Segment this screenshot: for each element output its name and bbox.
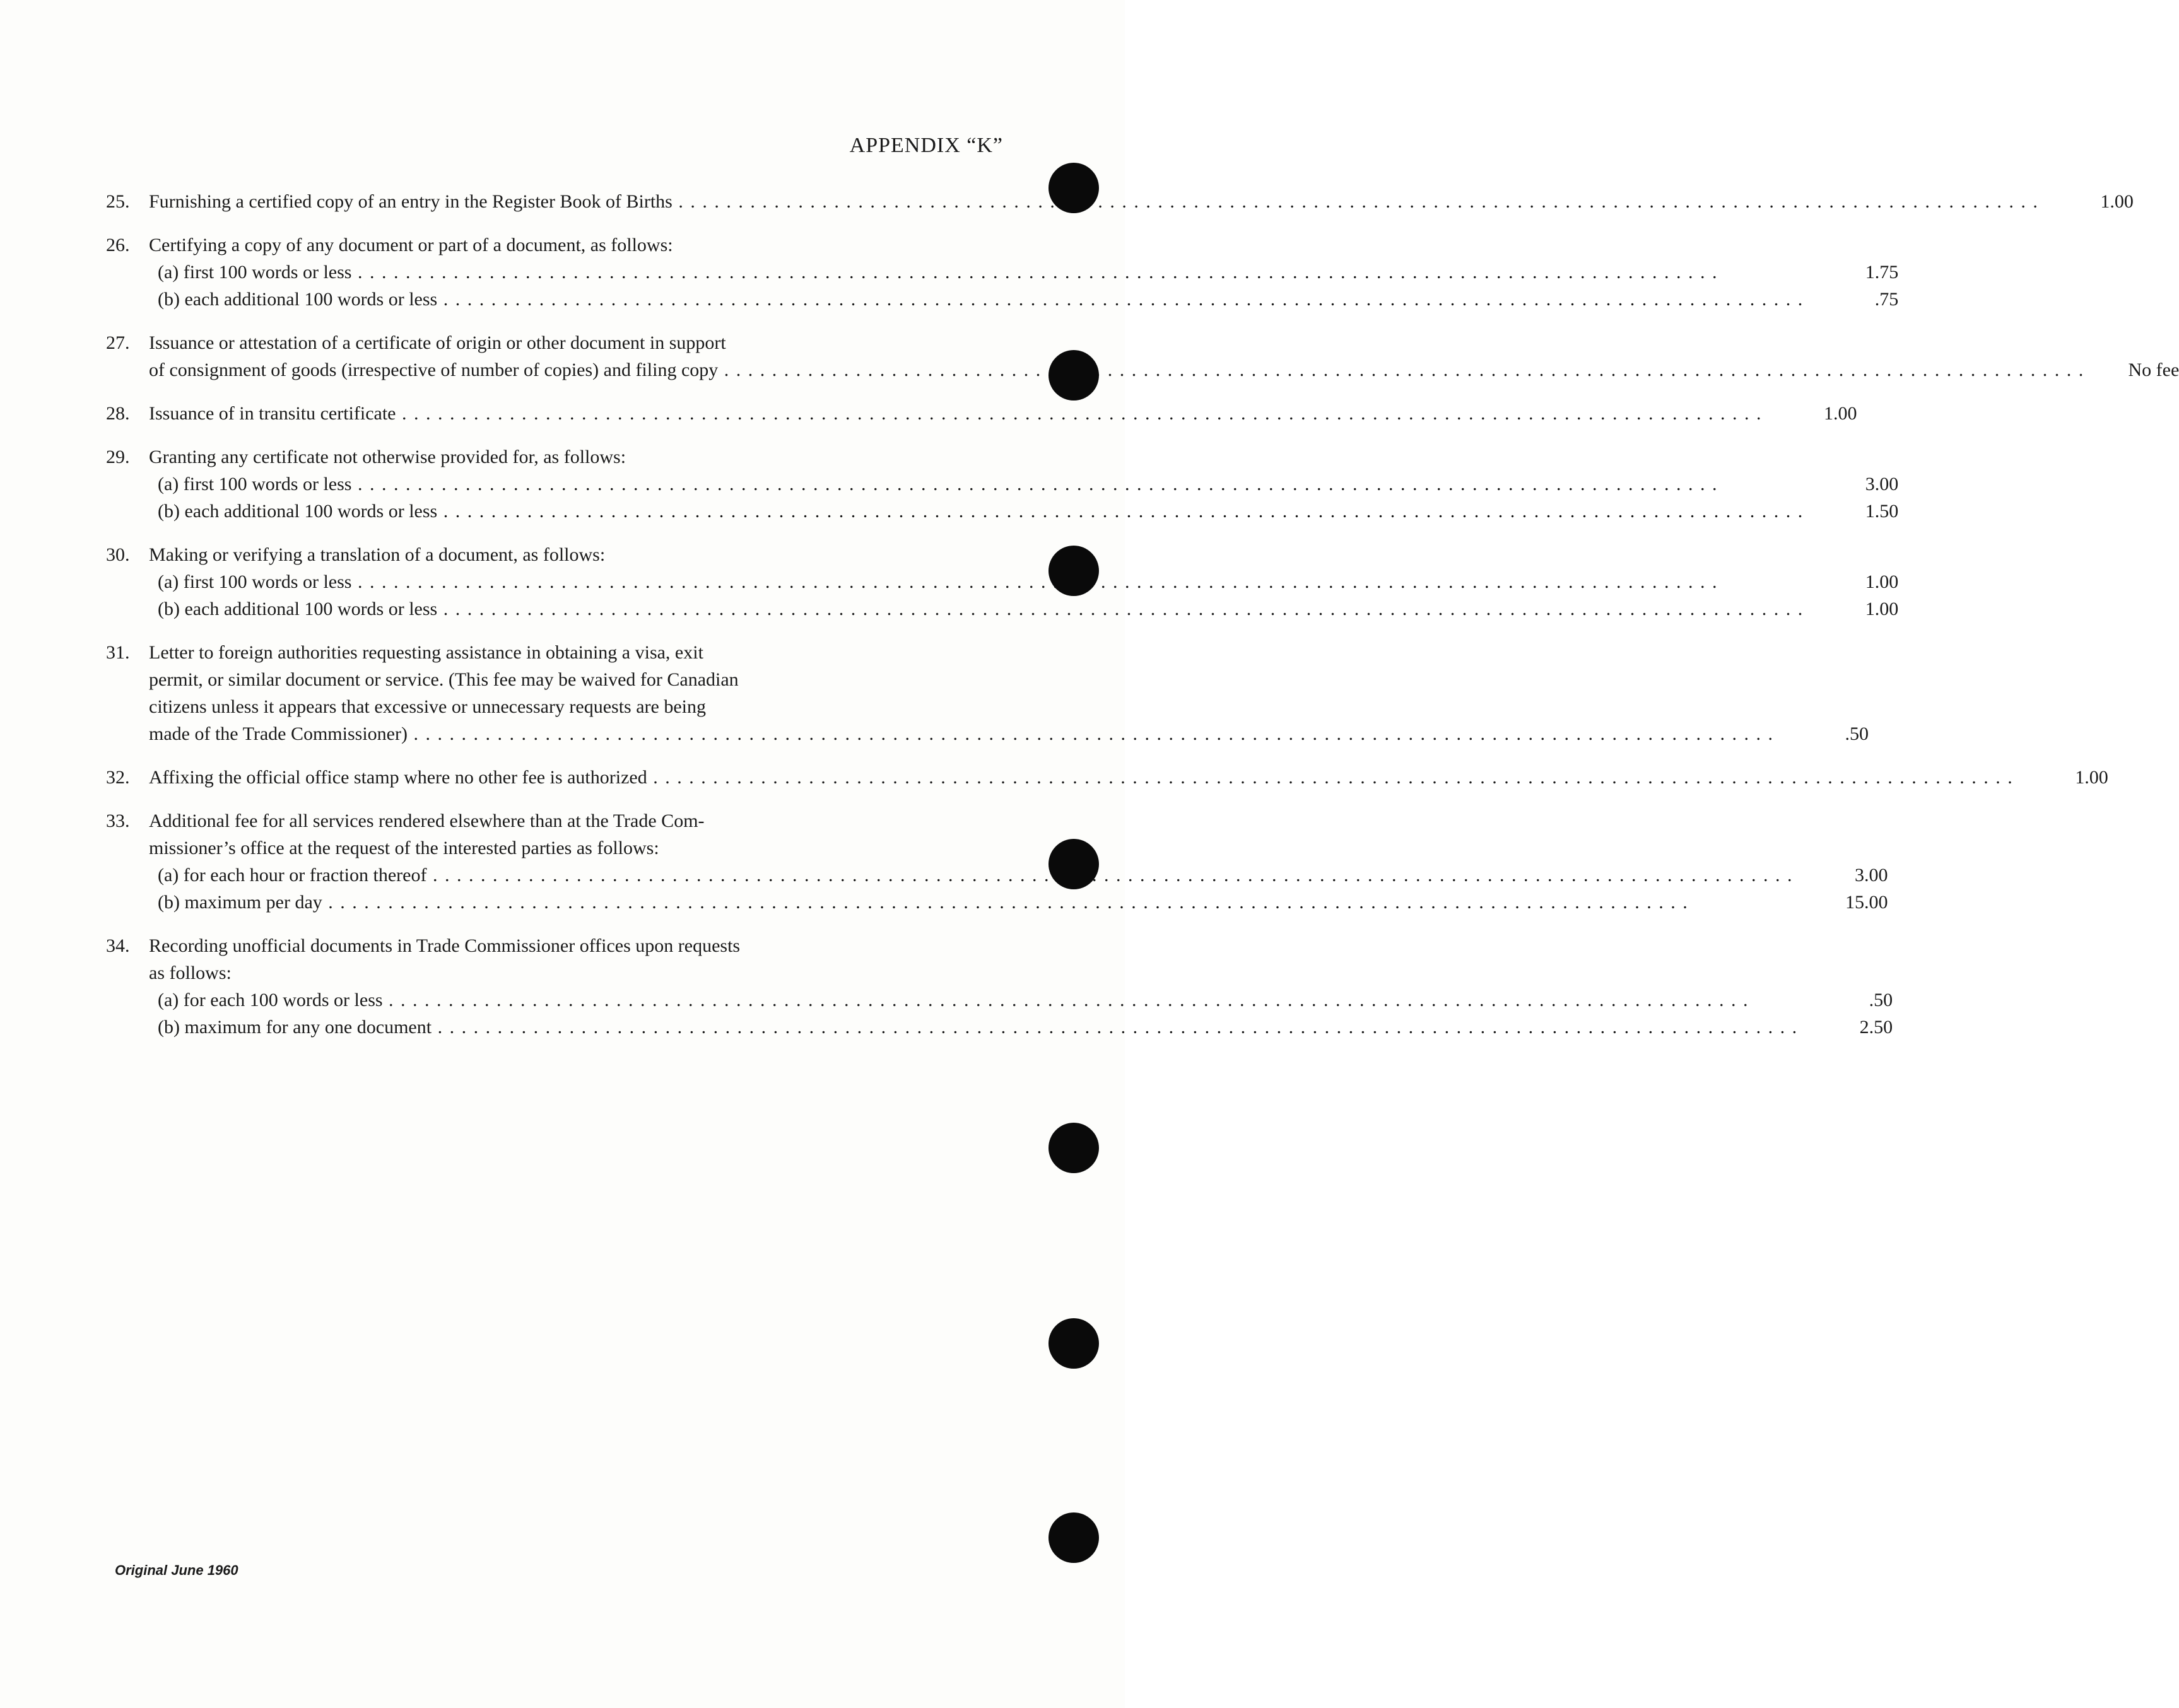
binder-hole xyxy=(1048,1123,1099,1173)
line-text: Issuance or attestation of a certificate of origin or other document in support xyxy=(149,332,726,353)
fee-amount: 1.00 xyxy=(2100,191,2134,212)
item-number: 29. xyxy=(106,447,130,467)
line-text: missioner’s office at the request of the interested parties as follows: xyxy=(149,838,659,858)
fee-schedule-list xyxy=(106,188,2179,1057)
line-text: (a) for each hour or fraction thereof . . . xyxy=(158,862,1793,889)
line-text: (b) maximum per day . . . xyxy=(158,889,1793,916)
item-number: 30. xyxy=(106,544,130,565)
sub-line xyxy=(149,595,1898,623)
item-body xyxy=(149,188,2134,215)
fee-item xyxy=(106,932,1893,1041)
line-text: Recording unofficial documents in Trade Commissioner offices upon requests xyxy=(149,935,741,956)
fee-item xyxy=(106,231,1899,313)
item-number: 34. xyxy=(106,935,130,956)
sub-line xyxy=(149,471,1898,498)
item-line xyxy=(149,959,1893,986)
item-body xyxy=(149,443,1898,525)
item-line xyxy=(149,400,1857,427)
item-body xyxy=(149,639,1869,747)
item-line xyxy=(149,231,1898,259)
sub-line xyxy=(149,286,1898,313)
item-line xyxy=(149,720,1869,747)
binder-hole xyxy=(1048,1512,1099,1563)
item-line xyxy=(149,329,2179,356)
line-text: (a) first 100 words or less . . . xyxy=(158,568,1804,595)
item-number: 31. xyxy=(106,642,130,663)
binder-hole xyxy=(1048,163,1099,213)
line-text: Letter to foreign authorities requesting assistance in obtaining a visa, exit xyxy=(149,642,703,663)
line-text: Granting any certificate not otherwise provided for, as follows: xyxy=(149,447,626,467)
fee-amount: .75 xyxy=(1874,289,1899,310)
item-line xyxy=(149,541,1898,568)
line-text: permit, or similar document or service. (This fee may be waived for Canadian xyxy=(149,669,739,690)
fee-amount: 1.50 xyxy=(1865,501,1899,522)
line-text: (b) each additional 100 words or less . . . xyxy=(158,498,1804,525)
item-body xyxy=(149,764,2108,791)
item-number: 26. xyxy=(106,235,130,255)
item-line xyxy=(149,443,1898,471)
sub-line xyxy=(149,1014,1893,1041)
fee-item xyxy=(106,807,1888,916)
item-number: 25. xyxy=(106,191,130,212)
line-text: Additional fee for all services rendered elsewhere than at the Trade Com- xyxy=(149,810,705,831)
fee-amount: 3.00 xyxy=(1854,865,1888,886)
fee-amount: 1.00 xyxy=(1865,571,1899,592)
line-text: (a) first 100 words or less . . . xyxy=(158,259,1804,286)
item-line xyxy=(149,932,1893,959)
line-text: (a) first 100 words or less . . . xyxy=(158,471,1804,498)
fee-amount: 15.00 xyxy=(1845,892,1888,913)
fee-item xyxy=(106,541,1899,623)
line-text: (b) each additional 100 words or less . . . xyxy=(158,286,1804,313)
item-line xyxy=(149,356,2179,383)
item-number: 33. xyxy=(106,810,130,831)
item-line xyxy=(149,834,1888,862)
footer-date: Original June 1960 xyxy=(115,1562,238,1578)
item-body xyxy=(149,400,1857,427)
fee-amount: 1.75 xyxy=(1865,262,1899,283)
fee-amount: No fee xyxy=(2128,360,2179,380)
sub-line xyxy=(149,889,1888,916)
item-line xyxy=(149,693,1869,720)
item-body xyxy=(149,329,2179,383)
binder-hole xyxy=(1048,350,1099,401)
binder-hole xyxy=(1048,546,1099,596)
item-line xyxy=(149,666,1869,693)
fee-amount: .50 xyxy=(1869,990,1893,1010)
line-text: (a) for each 100 words or less . . . xyxy=(158,986,1798,1014)
item-line xyxy=(149,188,2134,215)
line-text: (b) maximum for any one document . . . xyxy=(158,1014,1798,1041)
fee-amount: .50 xyxy=(1845,723,1869,744)
line-text: Issuance of in transitu certificate . . . xyxy=(149,400,1763,427)
fee-item xyxy=(106,764,2108,791)
item-body xyxy=(149,932,1893,1041)
item-number: 32. xyxy=(106,767,130,788)
binder-hole xyxy=(1048,839,1099,889)
line-text: as follows: xyxy=(149,962,232,983)
item-number: 27. xyxy=(106,332,130,353)
fee-item xyxy=(106,400,1857,427)
item-number: 28. xyxy=(106,403,130,424)
line-text: citizens unless it appears that excessive or unnecessary requests are being xyxy=(149,696,707,717)
fee-amount: 3.00 xyxy=(1865,474,1899,494)
line-text: made of the Trade Commissioner) . . . xyxy=(149,720,1774,747)
line-text: of consignment of goods (irrespective of number of copies) and filing copy . . . xyxy=(149,356,2084,383)
appendix-heading: APPENDIX “K” xyxy=(849,134,1003,157)
line-text: Affixing the official office stamp where no other fee is authorized . . . xyxy=(149,764,2014,791)
item-body xyxy=(149,807,1888,916)
fee-amount: 1.00 xyxy=(1824,403,1857,424)
sub-line xyxy=(149,986,1893,1014)
item-body xyxy=(149,541,1898,623)
item-line xyxy=(149,639,1869,666)
sub-line xyxy=(149,862,1888,889)
fee-item xyxy=(106,443,1899,525)
sub-line xyxy=(149,259,1898,286)
sub-line xyxy=(149,568,1898,595)
line-text: Certifying a copy of any document or part of a document, as follows: xyxy=(149,235,673,255)
fee-item xyxy=(106,639,1869,747)
fee-amount: 1.00 xyxy=(2075,767,2108,788)
sub-line xyxy=(149,498,1898,525)
item-body xyxy=(149,231,1898,313)
item-line xyxy=(149,764,2108,791)
fee-item xyxy=(106,329,2179,383)
line-text: (b) each additional 100 words or less . . . xyxy=(158,595,1804,623)
fee-item xyxy=(106,188,2134,215)
line-text: Making or verifying a translation of a document, as follows: xyxy=(149,544,606,565)
item-line xyxy=(149,807,1888,834)
binder-hole xyxy=(1048,1318,1099,1369)
fee-amount: 2.50 xyxy=(1859,1017,1893,1038)
fee-amount: 1.00 xyxy=(1865,599,1899,619)
line-text: Furnishing a certified copy of an entry in the Register Book of Births . . . xyxy=(149,188,2039,215)
